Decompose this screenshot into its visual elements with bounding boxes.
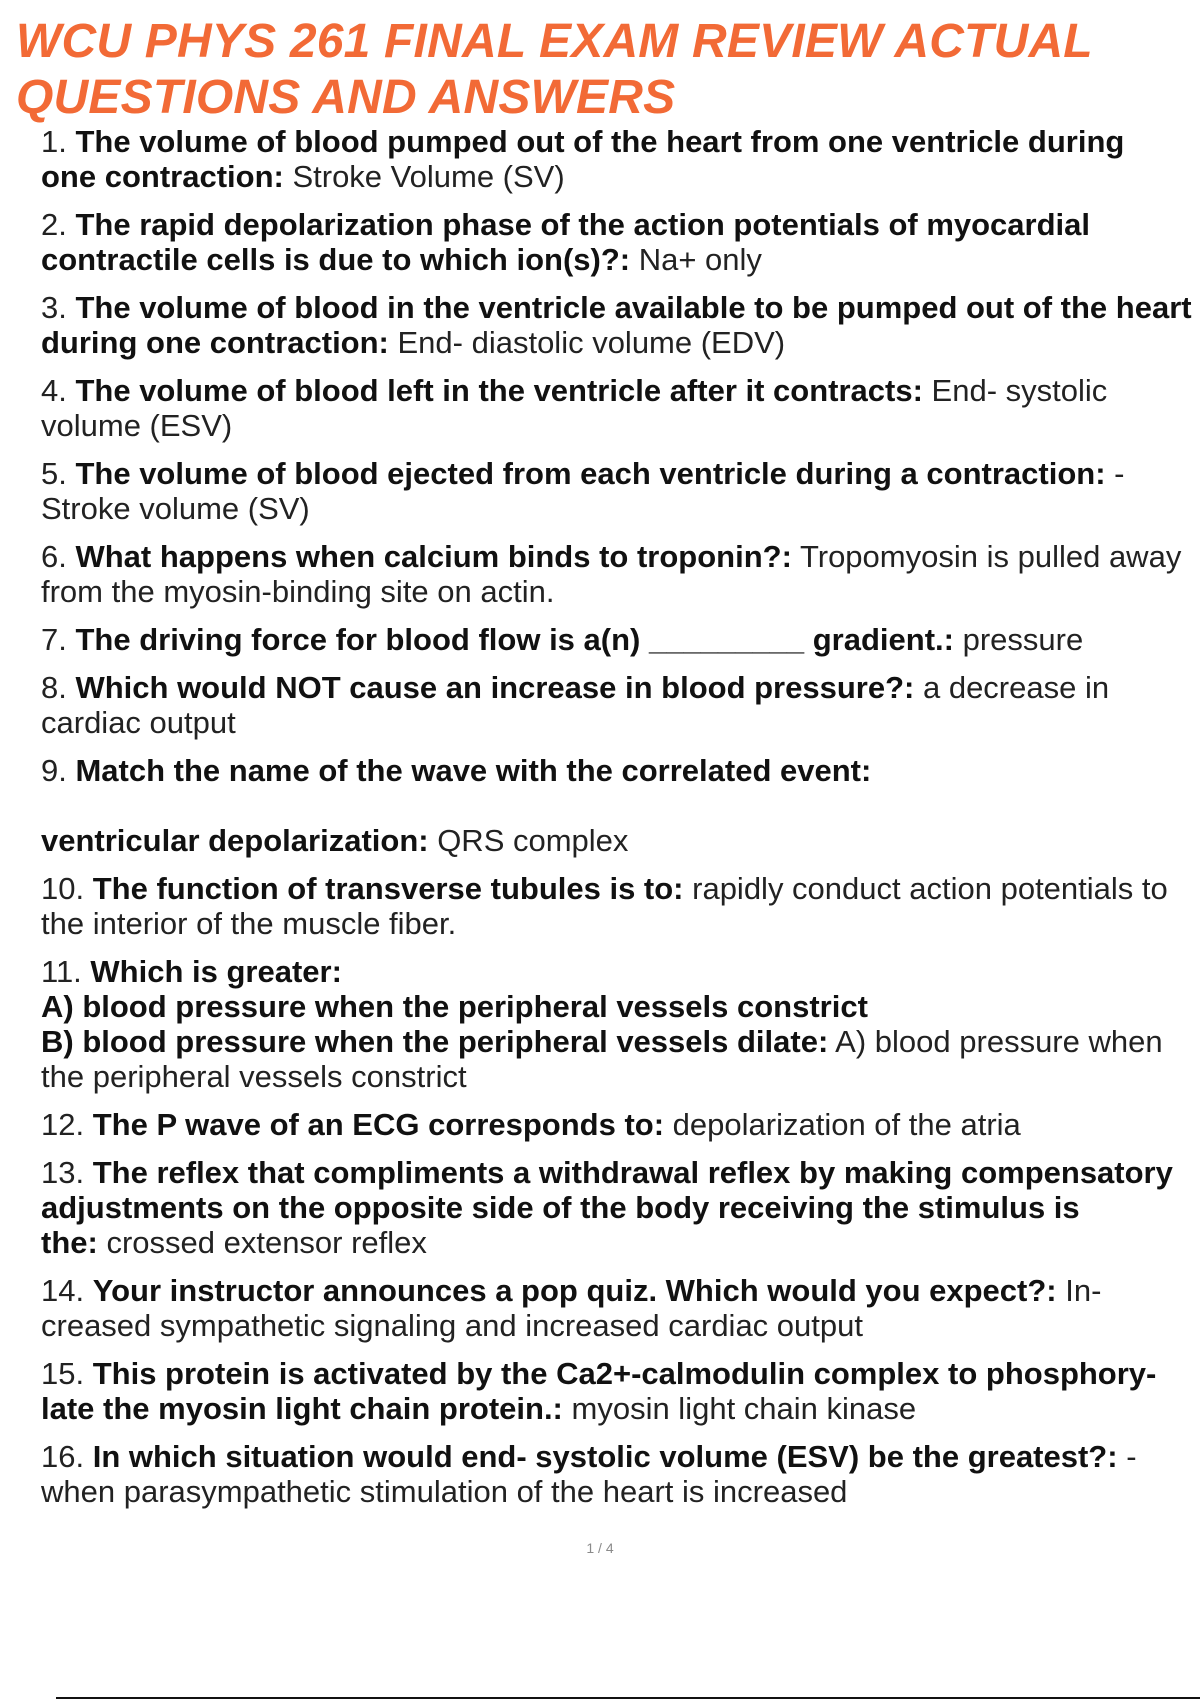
question-text: Match the name of the wave with the correlated event: [75,753,872,788]
question-text: A) blood pressure when the peripheral vessels constrict [41,989,868,1024]
question-line [41,670,1200,705]
answer-text: a decrease in [914,670,1110,705]
answer-text: the interior of the muscle fiber. [41,906,457,941]
question-number: 3. [41,290,76,325]
question-line [41,574,1200,609]
question-line [41,491,1200,526]
title-line-2: QUESTIONS AND ANSWERS [16,71,676,124]
question-line [41,1024,1200,1059]
question-number: 8. [41,670,76,705]
answer-text: Tropomyosin is pulled away [791,539,1182,574]
question-number: 5. [41,456,76,491]
question-line [41,325,1200,360]
question-text: Your instructor announces a pop quiz. Which would you expect?: [92,1273,1057,1308]
question-text: The volume of blood in the ventricle available to be pumped out of the heart [75,290,1192,325]
question-item-1 [41,124,1200,194]
question-line [41,1439,1200,1474]
question-line [41,242,1200,277]
answer-text: In- [1056,1273,1102,1308]
question-line [41,705,1200,740]
page-bottom-rule [56,1697,1200,1699]
answer-text: End- diastolic volume (EDV) [388,325,786,360]
question-item-14 [41,1273,1200,1343]
question-line [41,1356,1200,1391]
question-list [41,124,1200,1509]
question-number: 6. [41,539,76,574]
question-text: one contraction: [41,159,284,194]
answer-text: myosin light chain kinase [562,1391,917,1426]
question-line [41,1225,1200,1260]
question-item-6 [41,539,1200,609]
answer-text: crossed extensor reflex [97,1225,427,1260]
answer-text: - [1117,1439,1137,1474]
question-line [41,871,1200,906]
question-item-4 [41,373,1200,443]
answer-text: rapidly conduct action potentials to [683,871,1168,906]
answer-text: A) blood pressure when [828,1024,1163,1059]
question-number: 4. [41,373,76,408]
question-line [41,1474,1200,1509]
question-line [41,954,1200,989]
question-text: The driving force for blood flow is a(n) _________ gradient.: [75,622,954,657]
document-title [16,14,1196,126]
question-number: 13. [41,1155,93,1190]
question-text: The volume of blood left in the ventricle after it contracts: [75,373,923,408]
question-line [41,539,1200,574]
question-line [41,373,1200,408]
question-line [41,906,1200,941]
question-line [41,290,1200,325]
question-line [41,989,1200,1024]
question-line [41,207,1200,242]
question-text: contractile cells is due to which ion(s)?: [41,242,631,277]
question-item-13 [41,1155,1200,1260]
question-line [41,1308,1200,1343]
question-number: 9. [41,753,76,788]
question-number: 1. [41,124,76,159]
question-item-11 [41,954,1200,1094]
question-text: ventricular depolarization: [41,823,429,858]
answer-text: volume (ESV) [41,408,233,443]
question-text: B) blood pressure when the peripheral vessels dilate: [41,1024,829,1059]
answer-text: Stroke volume (SV) [41,491,310,526]
question-line [41,159,1200,194]
question-text: The function of transverse tubules is to: [92,871,684,906]
answer-text: when parasympathetic stimulation of the heart is increased [41,1474,848,1509]
question-number: 15. [41,1356,93,1391]
question-number: 2. [41,207,76,242]
question-text: The P wave of an ECG corresponds to: [92,1107,665,1142]
question-line [41,408,1200,443]
answer-text: creased sympathetic signaling and increased cardiac output [41,1308,863,1343]
answer-text: from the myosin-binding site on actin. [41,574,555,609]
question-item-9 [41,753,1200,858]
question-text: The volume of blood ejected from each ventricle during a contraction: [75,456,1106,491]
question-number: 12. [41,1107,93,1142]
question-number: 16. [41,1439,93,1474]
answer-text: the peripheral vessels constrict [41,1059,467,1094]
question-item-3 [41,290,1200,360]
question-text: The rapid depolarization phase of the action potentials of myocardial [75,207,1091,242]
question-line [41,1273,1200,1308]
question-item-15 [41,1356,1200,1426]
question-number: 10. [41,871,93,906]
question-item-5 [41,456,1200,526]
question-line [41,1107,1200,1142]
question-text: late the myosin light chain protein.: [41,1391,563,1426]
answer-text: End- systolic [922,373,1108,408]
answer-text: - [1105,456,1125,491]
question-item-12 [41,1107,1200,1142]
question-item-2 [41,207,1200,277]
answer-text: cardiac output [41,705,236,740]
question-line [41,1190,1200,1225]
question-number: 14. [41,1273,93,1308]
answer-text: Na+ only [630,242,762,277]
question-item-10 [41,871,1200,941]
question-text: Which would NOT cause an increase in blood pressure?: [75,670,915,705]
page-indicator: 1 / 4 [586,1540,614,1556]
question-text: This protein is activated by the Ca2+-calmodulin complex to phosphory- [92,1356,1157,1391]
question-line [41,622,1200,657]
answer-text: QRS complex [428,823,629,858]
question-text: during one contraction: [41,325,389,360]
question-number: 7. [41,622,76,657]
answer-text: pressure [953,622,1084,657]
question-line [41,456,1200,491]
question-text: Which is greater: [90,954,342,989]
question-item-16 [41,1439,1200,1509]
question-text: In which situation would end- systolic volume (ESV) be the greatest?: [92,1439,1118,1474]
question-item-8 [41,670,1200,740]
question-number: 11. [41,954,91,989]
question-line [41,1155,1200,1190]
title-line-1: WCU PHYS 261 FINAL EXAM REVIEW ACTUAL [16,15,1093,68]
question-text: the: [41,1225,98,1260]
question-line [41,823,1200,858]
answer-text: depolarization of the atria [664,1107,1021,1142]
question-line [41,1059,1200,1094]
question-line [41,124,1200,159]
question-text: adjustments on the opposite side of the body receiving the stimulus is [41,1190,1080,1225]
question-item-7 [41,622,1200,657]
question-line [41,1391,1200,1426]
answer-text: Stroke Volume (SV) [283,159,565,194]
question-text: What happens when calcium binds to troponin?: [75,539,792,574]
question-text: The volume of blood pumped out of the heart from one ventricle during [75,124,1125,159]
question-text: The reflex that compliments a withdrawal reflex by making compensatory [92,1155,1173,1190]
question-line [41,753,1200,788]
